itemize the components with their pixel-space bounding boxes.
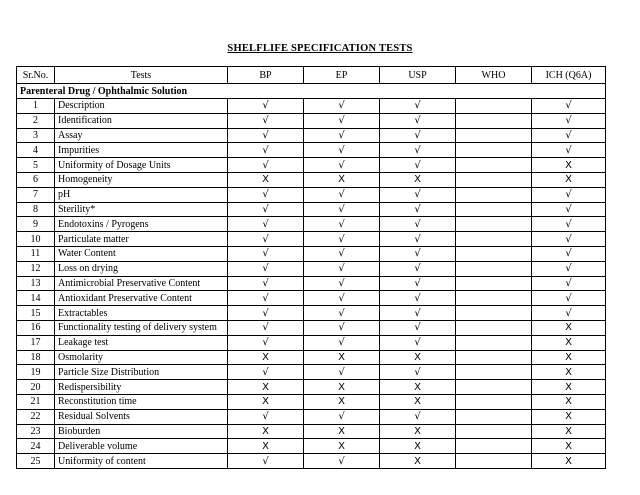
- table-row: [17, 232, 606, 247]
- usp-mark: √: [380, 143, 456, 158]
- who-mark: [456, 143, 532, 158]
- usp-mark: √: [380, 232, 456, 247]
- row-number: 23: [17, 424, 55, 439]
- table-row: [17, 143, 606, 158]
- usp-mark: √: [380, 187, 456, 202]
- ich-mark: X: [532, 424, 606, 439]
- bp-mark: √: [228, 291, 304, 306]
- bp-mark: √: [228, 454, 304, 469]
- row-number: 4: [17, 143, 55, 158]
- row-number: 10: [17, 232, 55, 247]
- test-name: Homogeneity: [55, 172, 228, 187]
- ep-mark: X: [304, 394, 380, 409]
- test-name: Antioxidant Preservative Content: [55, 291, 228, 306]
- ep-mark: X: [304, 172, 380, 187]
- table-row: [17, 365, 606, 380]
- test-name: Particle Size Distribution: [55, 365, 228, 380]
- ich-mark: X: [532, 158, 606, 173]
- ep-mark: √: [304, 187, 380, 202]
- test-name: Uniformity of Dosage Units: [55, 158, 228, 173]
- usp-mark: X: [380, 394, 456, 409]
- ep-mark: √: [304, 128, 380, 143]
- who-mark: [456, 276, 532, 291]
- table-row: [17, 350, 606, 365]
- table-row: [17, 172, 606, 187]
- bp-mark: √: [228, 335, 304, 350]
- who-mark: [456, 217, 532, 232]
- ich-mark: √: [532, 217, 606, 232]
- ep-mark: √: [304, 217, 380, 232]
- who-mark: [456, 409, 532, 424]
- ich-mark: √: [532, 99, 606, 114]
- table-row: [17, 202, 606, 217]
- who-mark: [456, 261, 532, 276]
- table-row: [17, 261, 606, 276]
- row-number: 22: [17, 409, 55, 424]
- bp-mark: √: [228, 365, 304, 380]
- usp-mark: √: [380, 128, 456, 143]
- ich-mark: √: [532, 143, 606, 158]
- table-row: [17, 424, 606, 439]
- who-mark: [456, 394, 532, 409]
- table-row: [17, 394, 606, 409]
- row-number: 7: [17, 187, 55, 202]
- usp-mark: √: [380, 113, 456, 128]
- usp-mark: √: [380, 276, 456, 291]
- ep-mark: √: [304, 113, 380, 128]
- who-mark: [456, 380, 532, 395]
- who-mark: [456, 454, 532, 469]
- section-heading: Parenteral Drug / Ophthalmic Solution: [17, 84, 606, 99]
- who-mark: [456, 202, 532, 217]
- table-row: [17, 380, 606, 395]
- bp-mark: √: [228, 217, 304, 232]
- ep-mark: √: [304, 306, 380, 321]
- ich-mark: X: [532, 439, 606, 454]
- row-number: 24: [17, 439, 55, 454]
- who-mark: [456, 158, 532, 173]
- table-row: [17, 439, 606, 454]
- ep-mark: √: [304, 335, 380, 350]
- row-number: 15: [17, 306, 55, 321]
- usp-mark: √: [380, 158, 456, 173]
- bp-mark: √: [228, 128, 304, 143]
- ep-mark: √: [304, 291, 380, 306]
- bp-mark: √: [228, 187, 304, 202]
- table-row: [17, 335, 606, 350]
- test-name: Reconstitution time: [55, 394, 228, 409]
- who-mark: [456, 187, 532, 202]
- bp-mark: X: [228, 350, 304, 365]
- who-mark: [456, 128, 532, 143]
- test-name: Loss on drying: [55, 261, 228, 276]
- test-name: Extractables: [55, 306, 228, 321]
- usp-mark: √: [380, 320, 456, 335]
- who-mark: [456, 439, 532, 454]
- row-number: 12: [17, 261, 55, 276]
- row-number: 2: [17, 113, 55, 128]
- row-number: 25: [17, 454, 55, 469]
- test-name: Leakage test: [55, 335, 228, 350]
- test-name: pH: [55, 187, 228, 202]
- ep-mark: √: [304, 99, 380, 114]
- row-number: 5: [17, 158, 55, 173]
- ep-mark: X: [304, 439, 380, 454]
- ep-mark: √: [304, 320, 380, 335]
- test-name: Endotoxins / Pyrogens: [55, 217, 228, 232]
- row-number: 6: [17, 172, 55, 187]
- column-header-who: WHO: [456, 67, 532, 84]
- usp-mark: √: [380, 202, 456, 217]
- row-number: 16: [17, 320, 55, 335]
- who-mark: [456, 424, 532, 439]
- table-row: [17, 306, 606, 321]
- who-mark: [456, 113, 532, 128]
- usp-mark: X: [380, 454, 456, 469]
- test-name: Impurities: [55, 143, 228, 158]
- ich-mark: X: [532, 380, 606, 395]
- who-mark: [456, 306, 532, 321]
- table-row: [17, 246, 606, 261]
- ich-mark: X: [532, 454, 606, 469]
- ep-mark: X: [304, 350, 380, 365]
- specification-table: [16, 66, 606, 469]
- ich-mark: X: [532, 365, 606, 380]
- ep-mark: X: [304, 424, 380, 439]
- test-name: Antimicrobial Preservative Content: [55, 276, 228, 291]
- ich-mark: √: [532, 276, 606, 291]
- column-header-bp: BP: [228, 67, 304, 84]
- ep-mark: X: [304, 380, 380, 395]
- table-row: [17, 113, 606, 128]
- ep-mark: √: [304, 246, 380, 261]
- ep-mark: √: [304, 261, 380, 276]
- who-mark: [456, 365, 532, 380]
- test-name: Functionality testing of delivery system: [55, 320, 228, 335]
- ep-mark: √: [304, 143, 380, 158]
- bp-mark: √: [228, 261, 304, 276]
- usp-mark: √: [380, 246, 456, 261]
- ich-mark: √: [532, 113, 606, 128]
- row-number: 20: [17, 380, 55, 395]
- ich-mark: √: [532, 291, 606, 306]
- test-name: Residual Solvents: [55, 409, 228, 424]
- usp-mark: √: [380, 365, 456, 380]
- usp-mark: X: [380, 380, 456, 395]
- who-mark: [456, 291, 532, 306]
- table-row: [17, 276, 606, 291]
- ep-mark: √: [304, 202, 380, 217]
- usp-mark: √: [380, 217, 456, 232]
- usp-mark: √: [380, 409, 456, 424]
- test-name: Description: [55, 99, 228, 114]
- table-row: [17, 454, 606, 469]
- who-mark: [456, 320, 532, 335]
- usp-mark: X: [380, 424, 456, 439]
- who-mark: [456, 99, 532, 114]
- bp-mark: √: [228, 232, 304, 247]
- row-number: 19: [17, 365, 55, 380]
- ep-mark: √: [304, 232, 380, 247]
- who-mark: [456, 350, 532, 365]
- bp-mark: √: [228, 276, 304, 291]
- bp-mark: X: [228, 394, 304, 409]
- table-row: [17, 409, 606, 424]
- bp-mark: √: [228, 306, 304, 321]
- who-mark: [456, 172, 532, 187]
- row-number: 1: [17, 99, 55, 114]
- ich-mark: X: [532, 320, 606, 335]
- test-name: Sterility*: [55, 202, 228, 217]
- test-name: Deliverable volume: [55, 439, 228, 454]
- usp-mark: X: [380, 439, 456, 454]
- test-name: Bioburden: [55, 424, 228, 439]
- column-header-ich: ICH (Q6A): [532, 67, 606, 84]
- table-row: [17, 187, 606, 202]
- bp-mark: √: [228, 320, 304, 335]
- ep-mark: √: [304, 158, 380, 173]
- usp-mark: √: [380, 291, 456, 306]
- bp-mark: √: [228, 113, 304, 128]
- ep-mark: √: [304, 409, 380, 424]
- ich-mark: √: [532, 261, 606, 276]
- table-row: [17, 99, 606, 114]
- ich-mark: √: [532, 187, 606, 202]
- bp-mark: √: [228, 143, 304, 158]
- test-name: Assay: [55, 128, 228, 143]
- test-name: Particulate matter: [55, 232, 228, 247]
- bp-mark: X: [228, 172, 304, 187]
- row-number: 18: [17, 350, 55, 365]
- bp-mark: √: [228, 202, 304, 217]
- row-number: 9: [17, 217, 55, 232]
- column-header-srno: Sr.No.: [17, 67, 55, 84]
- column-header-usp: USP: [380, 67, 456, 84]
- ep-mark: √: [304, 276, 380, 291]
- usp-mark: √: [380, 335, 456, 350]
- table-row: [17, 320, 606, 335]
- bp-mark: √: [228, 409, 304, 424]
- usp-mark: √: [380, 99, 456, 114]
- who-mark: [456, 335, 532, 350]
- ich-mark: X: [532, 394, 606, 409]
- column-header-tests: Tests: [55, 67, 228, 84]
- document-title: SHELFLIFE SPECIFICATION TESTS: [227, 43, 413, 54]
- bp-mark: X: [228, 424, 304, 439]
- test-name: Identification: [55, 113, 228, 128]
- header-row: [17, 67, 606, 84]
- table-row: [17, 217, 606, 232]
- bp-mark: √: [228, 99, 304, 114]
- ich-mark: X: [532, 350, 606, 365]
- test-name: Redispersibility: [55, 380, 228, 395]
- row-number: 21: [17, 394, 55, 409]
- column-header-ep: EP: [304, 67, 380, 84]
- bp-mark: X: [228, 380, 304, 395]
- bp-mark: √: [228, 246, 304, 261]
- ich-mark: X: [532, 172, 606, 187]
- row-number: 8: [17, 202, 55, 217]
- test-name: Osmolarity: [55, 350, 228, 365]
- table-row: [17, 158, 606, 173]
- table-row: [17, 291, 606, 306]
- table-row: [17, 128, 606, 143]
- usp-mark: √: [380, 306, 456, 321]
- ep-mark: √: [304, 365, 380, 380]
- ich-mark: √: [532, 232, 606, 247]
- usp-mark: X: [380, 350, 456, 365]
- ich-mark: X: [532, 335, 606, 350]
- ich-mark: √: [532, 202, 606, 217]
- usp-mark: X: [380, 172, 456, 187]
- bp-mark: X: [228, 439, 304, 454]
- ich-mark: √: [532, 306, 606, 321]
- ep-mark: √: [304, 454, 380, 469]
- usp-mark: √: [380, 261, 456, 276]
- row-number: 11: [17, 246, 55, 261]
- ich-mark: √: [532, 246, 606, 261]
- section-row: [17, 84, 606, 99]
- who-mark: [456, 232, 532, 247]
- row-number: 13: [17, 276, 55, 291]
- test-name: Water Content: [55, 246, 228, 261]
- who-mark: [456, 246, 532, 261]
- ich-mark: √: [532, 128, 606, 143]
- bp-mark: √: [228, 158, 304, 173]
- ich-mark: X: [532, 409, 606, 424]
- row-number: 3: [17, 128, 55, 143]
- test-name: Uniformity of content: [55, 454, 228, 469]
- row-number: 17: [17, 335, 55, 350]
- row-number: 14: [17, 291, 55, 306]
